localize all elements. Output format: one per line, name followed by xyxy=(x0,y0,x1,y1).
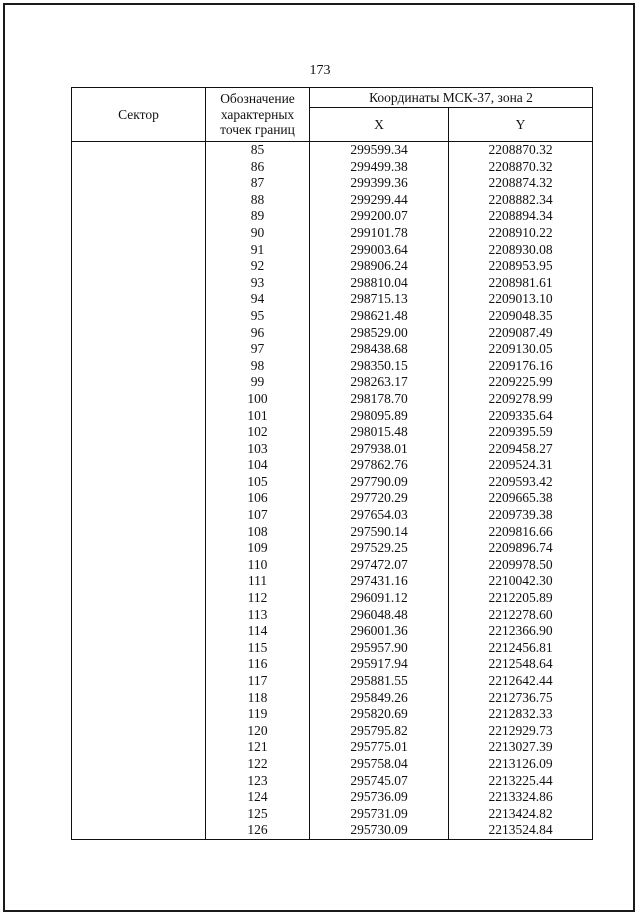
y-cell: 2212929.73 xyxy=(449,723,593,740)
x-cell: 295745.07 xyxy=(310,773,449,790)
y-cell: 2208874.32 xyxy=(449,175,593,192)
sector-cell xyxy=(72,391,206,408)
point-cell: 121 xyxy=(206,739,310,756)
sector-cell xyxy=(72,225,206,242)
sector-cell xyxy=(72,341,206,358)
y-cell: 2213225.44 xyxy=(449,773,593,790)
sector-cell xyxy=(72,474,206,491)
table-row xyxy=(72,490,593,507)
x-cell: 295736.09 xyxy=(310,789,449,806)
page-number: 173 xyxy=(309,63,331,78)
table-row xyxy=(72,806,593,823)
x-cell: 295775.01 xyxy=(310,739,449,756)
point-cell: 102 xyxy=(206,424,310,441)
point-cell: 108 xyxy=(206,524,310,541)
header-coordinates-group: Координаты МСК-37, зона 2 xyxy=(310,88,593,108)
table-row xyxy=(72,441,593,458)
x-cell: 296048.48 xyxy=(310,607,449,624)
header-sector: Сектор xyxy=(72,88,206,142)
y-cell: 2213524.84 xyxy=(449,822,593,839)
sector-cell xyxy=(72,623,206,640)
y-cell: 2212642.44 xyxy=(449,673,593,690)
y-cell: 2209896.74 xyxy=(449,540,593,557)
x-cell: 297529.25 xyxy=(310,540,449,557)
y-cell: 2208910.22 xyxy=(449,225,593,242)
x-cell: 295758.04 xyxy=(310,756,449,773)
sector-cell xyxy=(72,524,206,541)
table-row xyxy=(72,590,593,607)
table-row xyxy=(72,706,593,723)
sector-cell xyxy=(72,258,206,275)
sector-cell xyxy=(72,607,206,624)
sector-cell xyxy=(72,739,206,756)
point-cell: 116 xyxy=(206,656,310,673)
table-row xyxy=(72,308,593,325)
header-y: Y xyxy=(449,108,593,142)
table-row xyxy=(72,225,593,242)
x-cell: 297431.16 xyxy=(310,573,449,590)
sector-cell xyxy=(72,590,206,607)
sector-cell xyxy=(72,507,206,524)
y-cell: 2208981.61 xyxy=(449,275,593,292)
sector-cell xyxy=(72,308,206,325)
point-cell: 125 xyxy=(206,806,310,823)
y-cell: 2209978.50 xyxy=(449,557,593,574)
x-cell: 298095.89 xyxy=(310,408,449,425)
x-cell: 297938.01 xyxy=(310,441,449,458)
sector-cell xyxy=(72,640,206,657)
point-cell: 95 xyxy=(206,308,310,325)
sector-cell xyxy=(72,789,206,806)
table-body xyxy=(72,142,593,840)
point-cell: 103 xyxy=(206,441,310,458)
table-row xyxy=(72,341,593,358)
table-row xyxy=(72,822,593,839)
point-cell: 122 xyxy=(206,756,310,773)
y-cell: 2213324.86 xyxy=(449,789,593,806)
x-cell: 295957.90 xyxy=(310,640,449,657)
y-cell: 2209395.59 xyxy=(449,424,593,441)
sector-cell xyxy=(72,275,206,292)
table-row xyxy=(72,540,593,557)
x-cell: 297654.03 xyxy=(310,507,449,524)
point-cell: 110 xyxy=(206,557,310,574)
point-cell: 123 xyxy=(206,773,310,790)
y-cell: 2209665.38 xyxy=(449,490,593,507)
table-row xyxy=(72,159,593,176)
point-cell: 118 xyxy=(206,690,310,707)
point-cell: 112 xyxy=(206,590,310,607)
header-point-designation: Обозначение характерных точек границ xyxy=(206,88,310,142)
y-cell: 2209458.27 xyxy=(449,441,593,458)
sector-cell xyxy=(72,159,206,176)
point-cell: 85 xyxy=(206,142,310,159)
table-row xyxy=(72,607,593,624)
sector-cell xyxy=(72,690,206,707)
table-row xyxy=(72,424,593,441)
point-cell: 90 xyxy=(206,225,310,242)
point-cell: 100 xyxy=(206,391,310,408)
x-cell: 295917.94 xyxy=(310,656,449,673)
table-row xyxy=(72,723,593,740)
point-cell: 99 xyxy=(206,374,310,391)
sector-cell xyxy=(72,656,206,673)
x-cell: 298263.17 xyxy=(310,374,449,391)
point-cell: 117 xyxy=(206,673,310,690)
point-cell: 105 xyxy=(206,474,310,491)
point-cell: 114 xyxy=(206,623,310,640)
sector-cell xyxy=(72,291,206,308)
table-row xyxy=(72,242,593,259)
table-row xyxy=(72,457,593,474)
sector-cell xyxy=(72,457,206,474)
y-cell: 2212832.33 xyxy=(449,706,593,723)
table-row xyxy=(72,640,593,657)
sector-cell xyxy=(72,573,206,590)
y-cell: 2212736.75 xyxy=(449,690,593,707)
table-row xyxy=(72,739,593,756)
sector-cell xyxy=(72,490,206,507)
x-cell: 298178.70 xyxy=(310,391,449,408)
y-cell: 2208953.95 xyxy=(449,258,593,275)
table-row xyxy=(72,142,593,159)
y-cell: 2212205.89 xyxy=(449,590,593,607)
sector-cell xyxy=(72,806,206,823)
y-cell: 2209524.31 xyxy=(449,457,593,474)
point-cell: 115 xyxy=(206,640,310,657)
point-cell: 113 xyxy=(206,607,310,624)
y-cell: 2210042.30 xyxy=(449,573,593,590)
x-cell: 298529.00 xyxy=(310,325,449,342)
point-cell: 96 xyxy=(206,325,310,342)
y-cell: 2213424.82 xyxy=(449,806,593,823)
y-cell: 2213126.09 xyxy=(449,756,593,773)
y-cell: 2209816.66 xyxy=(449,524,593,541)
x-cell: 299399.36 xyxy=(310,175,449,192)
point-cell: 107 xyxy=(206,507,310,524)
y-cell: 2212456.81 xyxy=(449,640,593,657)
y-cell: 2213027.39 xyxy=(449,739,593,756)
sector-cell xyxy=(72,374,206,391)
table-row xyxy=(72,656,593,673)
sector-cell xyxy=(72,756,206,773)
x-cell: 298810.04 xyxy=(310,275,449,292)
table-row xyxy=(72,374,593,391)
y-cell: 2208930.08 xyxy=(449,242,593,259)
point-cell: 124 xyxy=(206,789,310,806)
y-cell: 2209013.10 xyxy=(449,291,593,308)
x-cell: 295731.09 xyxy=(310,806,449,823)
table-row xyxy=(72,325,593,342)
y-cell: 2209176.16 xyxy=(449,358,593,375)
sector-cell xyxy=(72,208,206,225)
point-cell: 93 xyxy=(206,275,310,292)
point-cell: 98 xyxy=(206,358,310,375)
header-x: X xyxy=(310,108,449,142)
y-cell: 2209335.64 xyxy=(449,408,593,425)
coordinates-table xyxy=(71,87,593,840)
x-cell: 299299.44 xyxy=(310,192,449,209)
table-row xyxy=(72,756,593,773)
sector-cell xyxy=(72,673,206,690)
y-cell: 2208882.34 xyxy=(449,192,593,209)
y-cell: 2212366.90 xyxy=(449,623,593,640)
point-cell: 89 xyxy=(206,208,310,225)
table-row xyxy=(72,391,593,408)
table-row xyxy=(72,258,593,275)
sector-cell xyxy=(72,175,206,192)
point-cell: 87 xyxy=(206,175,310,192)
y-cell: 2209130.05 xyxy=(449,341,593,358)
point-cell: 104 xyxy=(206,457,310,474)
x-cell: 295881.55 xyxy=(310,673,449,690)
sector-cell xyxy=(72,557,206,574)
x-cell: 298621.48 xyxy=(310,308,449,325)
y-cell: 2208870.32 xyxy=(449,159,593,176)
table-row xyxy=(72,773,593,790)
y-cell: 2212278.60 xyxy=(449,607,593,624)
sector-cell xyxy=(72,242,206,259)
x-cell: 298015.48 xyxy=(310,424,449,441)
sector-cell xyxy=(72,706,206,723)
sector-cell xyxy=(72,325,206,342)
point-cell: 92 xyxy=(206,258,310,275)
y-cell: 2209278.99 xyxy=(449,391,593,408)
x-cell: 298350.15 xyxy=(310,358,449,375)
x-cell: 298906.24 xyxy=(310,258,449,275)
x-cell: 297790.09 xyxy=(310,474,449,491)
point-cell: 109 xyxy=(206,540,310,557)
point-cell: 88 xyxy=(206,192,310,209)
x-cell: 299599.34 xyxy=(310,142,449,159)
point-cell: 94 xyxy=(206,291,310,308)
sector-cell xyxy=(72,540,206,557)
sector-cell xyxy=(72,424,206,441)
x-cell: 295730.09 xyxy=(310,822,449,839)
table-row xyxy=(72,573,593,590)
table-row xyxy=(72,275,593,292)
x-cell: 295849.26 xyxy=(310,690,449,707)
table-row xyxy=(72,507,593,524)
x-cell: 297862.76 xyxy=(310,457,449,474)
table-row xyxy=(72,673,593,690)
sector-cell xyxy=(72,358,206,375)
point-cell: 101 xyxy=(206,408,310,425)
y-cell: 2208894.34 xyxy=(449,208,593,225)
x-cell: 298438.68 xyxy=(310,341,449,358)
table-header-row xyxy=(72,88,593,108)
sector-cell xyxy=(72,723,206,740)
x-cell: 295795.82 xyxy=(310,723,449,740)
table-row xyxy=(72,623,593,640)
x-cell: 299003.64 xyxy=(310,242,449,259)
y-cell: 2209593.42 xyxy=(449,474,593,491)
point-cell: 97 xyxy=(206,341,310,358)
x-cell: 299200.07 xyxy=(310,208,449,225)
x-cell: 299101.78 xyxy=(310,225,449,242)
x-cell: 297590.14 xyxy=(310,524,449,541)
table-row xyxy=(72,208,593,225)
point-cell: 111 xyxy=(206,573,310,590)
x-cell: 295820.69 xyxy=(310,706,449,723)
table-row xyxy=(72,175,593,192)
sector-cell xyxy=(72,408,206,425)
sector-cell xyxy=(72,822,206,839)
table-row xyxy=(72,789,593,806)
point-cell: 126 xyxy=(206,822,310,839)
table-row xyxy=(72,291,593,308)
y-cell: 2209739.38 xyxy=(449,507,593,524)
table-row xyxy=(72,192,593,209)
sector-cell xyxy=(72,773,206,790)
x-cell: 299499.38 xyxy=(310,159,449,176)
x-cell: 297720.29 xyxy=(310,490,449,507)
point-cell: 106 xyxy=(206,490,310,507)
sector-cell xyxy=(72,142,206,159)
point-cell: 91 xyxy=(206,242,310,259)
table-row xyxy=(72,524,593,541)
y-cell: 2212548.64 xyxy=(449,656,593,673)
x-cell: 296001.36 xyxy=(310,623,449,640)
x-cell: 296091.12 xyxy=(310,590,449,607)
table-row xyxy=(72,557,593,574)
sector-cell xyxy=(72,192,206,209)
table-row xyxy=(72,474,593,491)
y-cell: 2208870.32 xyxy=(449,142,593,159)
y-cell: 2209225.99 xyxy=(449,374,593,391)
table-row xyxy=(72,690,593,707)
point-cell: 120 xyxy=(206,723,310,740)
point-cell: 119 xyxy=(206,706,310,723)
table-row xyxy=(72,358,593,375)
y-cell: 2209087.49 xyxy=(449,325,593,342)
point-cell: 86 xyxy=(206,159,310,176)
x-cell: 298715.13 xyxy=(310,291,449,308)
table-row xyxy=(72,408,593,425)
y-cell: 2209048.35 xyxy=(449,308,593,325)
sector-cell xyxy=(72,441,206,458)
x-cell: 297472.07 xyxy=(310,557,449,574)
